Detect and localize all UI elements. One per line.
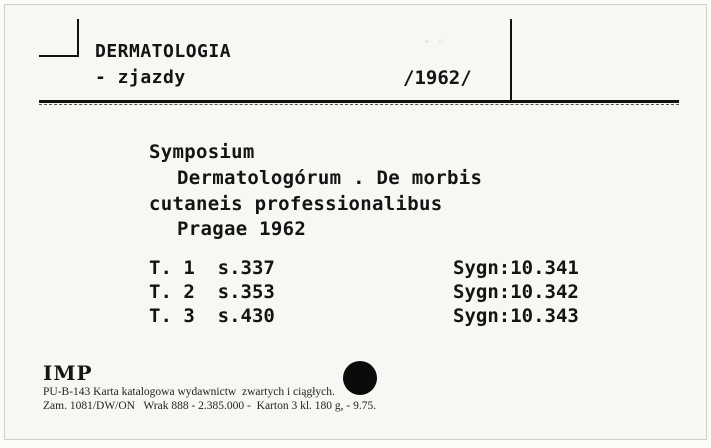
volume-entry: T. 3 s.430: [149, 305, 275, 327]
title-line-4: Pragae 1962: [177, 218, 307, 240]
signature-entry: Sygn:10.341: [453, 257, 579, 279]
card-year: /1962/: [403, 67, 472, 89]
footer-line-2: Zam. 1081/DW/ON Wrak 888 - 2.385.000 - Karton 3 kl. 180 g, - 9.75.: [43, 400, 377, 412]
catalog-card: [4, 4, 707, 440]
footer-line-1: PU-B-143 Karta katalogowa wydawnictw zwartych i ciągłych.: [43, 386, 335, 398]
signature-entry: Sygn:10.342: [453, 281, 579, 303]
title-line-1: Symposium: [149, 141, 255, 163]
card-subheading: - zjazdy: [95, 67, 186, 88]
volume-entry: T. 1 s.337: [149, 257, 275, 279]
card-heading: DERMATOLOGIA: [95, 41, 232, 62]
paper-smudge: · ◦: [423, 35, 445, 49]
header-rule: [39, 100, 679, 103]
punch-hole: [343, 361, 377, 395]
signature-entry: Sygn:10.343: [453, 305, 579, 327]
header-left-divider: [77, 19, 79, 57]
volume-entry: T. 2 s.353: [149, 281, 275, 303]
header-rule-shadow: [39, 104, 679, 105]
publisher-mark: IMP: [43, 361, 93, 385]
header-right-divider: [510, 19, 512, 103]
header-left-underline: [39, 55, 77, 57]
title-line-2: Dermatologórum . De morbis: [177, 167, 483, 189]
title-line-3: cutaneis professionalibus: [149, 193, 443, 215]
